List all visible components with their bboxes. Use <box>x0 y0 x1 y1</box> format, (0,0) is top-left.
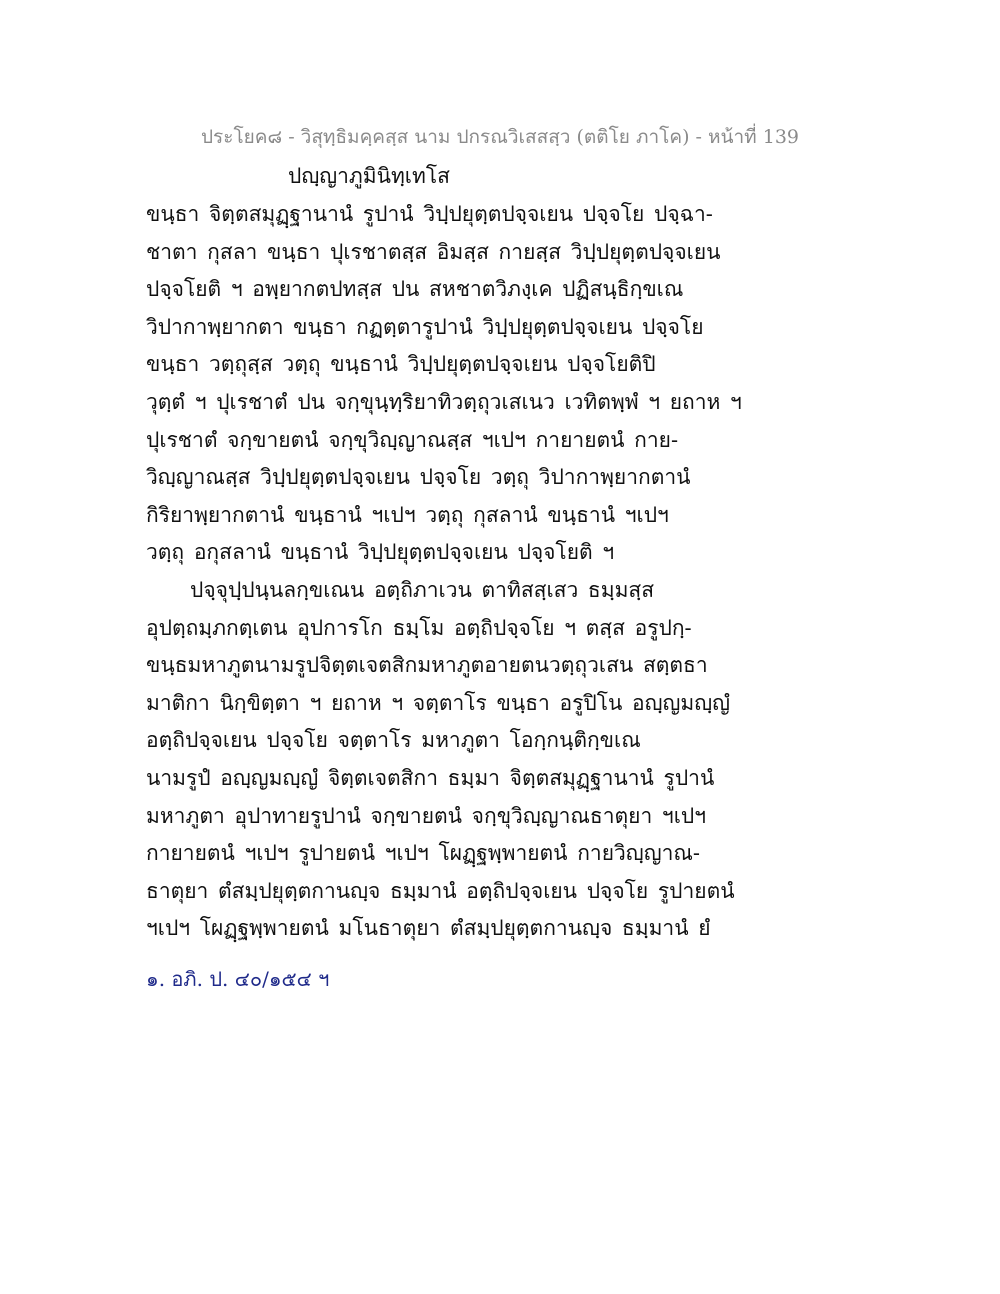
body-line: วุตฺตํ ฯ ปุเรชาตํ ปน จกฺขุนฺทฺริยาทิวตฺถุวเสเนว เวทิตพฺพํ ฯ ยถาห ฯ <box>146 389 742 414</box>
body-text <box>146 196 846 948</box>
body-line: กิริยาพฺยากตานํ ขนฺธานํ ฯเปฯ วตฺถุ กุสลานํ ขนฺธานํ ฯเปฯ <box>146 502 669 527</box>
paragraph-start-line: ปจฺจุปฺปนฺนลกฺขเณน อตฺถิภาเวน ตาทิสสฺเสว ธมฺมสฺส <box>190 577 655 602</box>
footnote: ๑. อภิ. ป. ๔๐/๑๕๔ ฯ <box>146 967 330 991</box>
section-title: ปญฺญาภูมินิทฺเทโส <box>288 164 450 188</box>
body-line: ขนฺธมหาภูตนามรูปจิตฺตเจตสิกมหาภูตอายตนวตฺถุวเสน สตฺตธา <box>146 653 708 678</box>
running-header: ประโยค๘ - วิสุทฺธิมคฺคสฺส นาม ปกรณวิเสสสฺว (ตติโย ภาโค) - หน้าที่ 139 <box>200 126 800 148</box>
body-line: มาติกา นิกฺขิตฺตา ฯ ยถาห ฯ จตฺตาโร ขนฺธา อรูปิโน อญฺญมญฺญํ <box>146 690 731 715</box>
body-line: วิปากาพฺยากตา ขนฺธา กฏตฺตารูปานํ วิปฺปยุตฺตปจฺจเยน ปจฺจโย <box>146 314 704 339</box>
body-line: ขนฺธา จิตฺตสมุฏฺฐานานํ รูปานํ วิปฺปยุตฺตปจฺจเยน ปจฺจโย ปจฺฉา- <box>146 202 713 226</box>
body-line: วตฺถุ อกุสลานํ ขนฺธานํ วิปฺปยุตฺตปจฺจเยน ปจฺจโยติ ฯ <box>146 540 615 565</box>
body-line: อุปตฺถมฺภกตฺเตน อุปการโก ธมฺโม อตฺถิปจฺจโย ฯ ตสฺส อรูปกฺ- <box>146 615 692 640</box>
body-line: ขนฺธา วตฺถุสฺส วตฺถุ ขนฺธานํ วิปฺปยุตฺตปจฺจเยน ปจฺจโยติปิ <box>146 352 656 377</box>
body-line: กายายตนํ ฯเปฯ รูปายตนํ ฯเปฯ โผฏฺฐพฺพายตนํ กายวิญฺญาณ- <box>146 841 700 866</box>
body-line: วิญฺญาณสฺส วิปฺปยุตฺตปจฺจเยน ปจฺจโย วตฺถุ วิปากาพฺยากตานํ <box>146 465 691 490</box>
body-line: ธาตุยา ตํสมฺปยุตฺตกานญฺจ ธมฺมานํ อตฺถิปจฺจเยน ปจฺจโย รูปายตนํ <box>146 878 735 903</box>
body-line: ปุเรชาตํ จกฺขายตนํ จกฺขุวิญฺญาณสฺส ฯเปฯ กายายตนํ กาย- <box>146 427 679 452</box>
body-line: นามรูปํ อญฺญมญฺญํ จิตฺตเจตสิกา ธมฺมา จิตฺตสมุฏฺฐานานํ รูปานํ <box>146 765 715 790</box>
body-line: ปจฺจโยติ ฯ อพฺยากตปทสฺส ปน สหชาตวิภงฺเค ปฏิสนฺธิกฺขเณ <box>146 277 684 302</box>
body-line: ชาตา กุสลา ขนฺธา ปุเรชาตสฺส อิมสฺส กายสฺส วิปฺปยุตฺตปจฺจเยน <box>146 239 721 264</box>
body-line: มหาภูตา อุปาทายรูปานํ จกฺขายตนํ จกฺขุวิญฺญาณธาตุยา ฯเปฯ <box>146 803 707 828</box>
body-line: อตฺถิปจฺจเยน ปจฺจโย จตฺตาโร มหาภูตา โอกฺกนฺติกฺขเณ <box>146 728 641 753</box>
body-line: ฯเปฯ โผฏฺฐพฺพายตนํ มโนธาตุยา ตํสมฺปยุตฺตกานญฺจ ธมฺมานํ ยํ <box>146 916 711 941</box>
